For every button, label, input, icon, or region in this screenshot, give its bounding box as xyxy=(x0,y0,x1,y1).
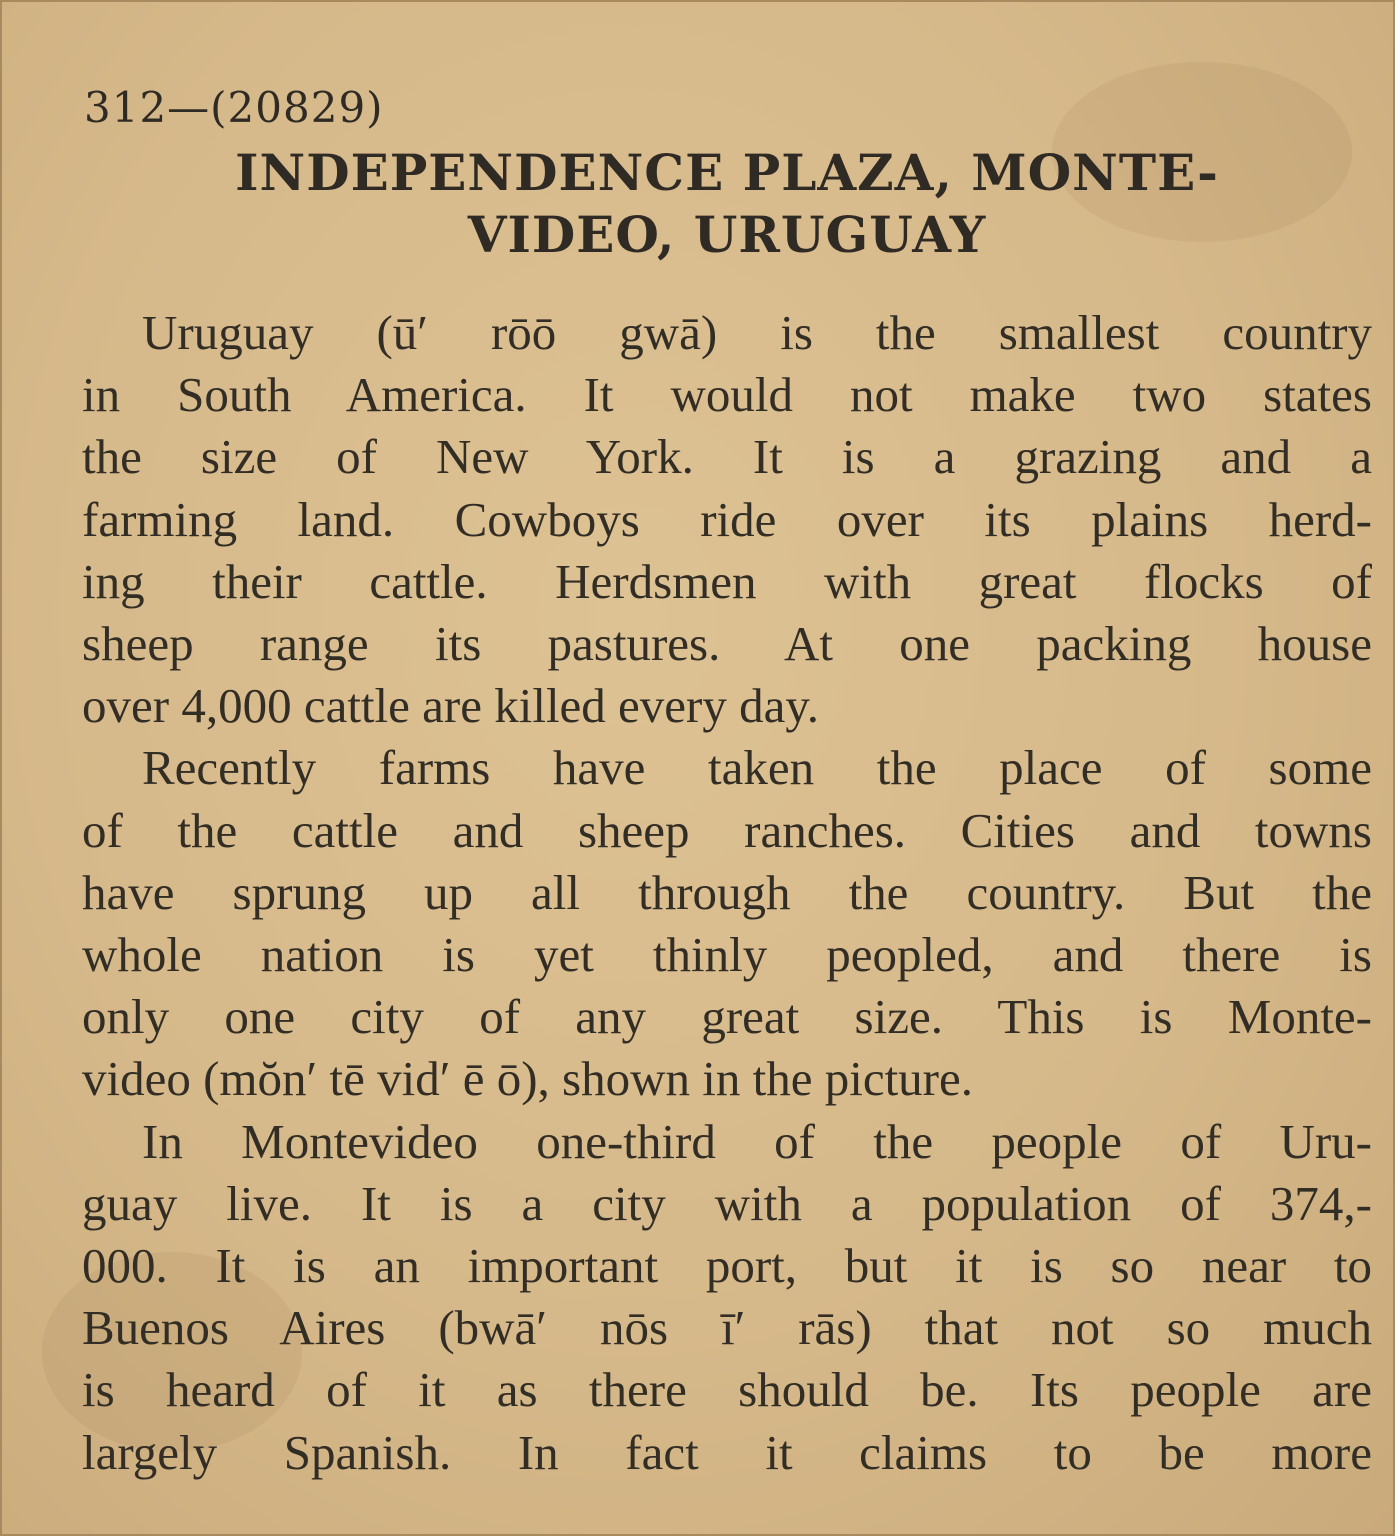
text-line: largely Spanish. In fact it claims to be more xyxy=(82,1424,1372,1480)
text-line: have sprung up all through the country. But the xyxy=(82,864,1372,920)
text-line: Recently farms have taken the place of some xyxy=(142,740,1372,796)
text-line: In Montevideo one-third of the people of Uru- xyxy=(142,1113,1372,1169)
text-line: of the cattle and sheep ranches. Cities and towns xyxy=(82,802,1372,858)
text-line: the size of New York. It is a grazing and a xyxy=(82,429,1372,485)
text-line: whole nation is yet thinly peopled, and there is xyxy=(82,927,1372,983)
text-line: sheep range its pastures. At one packing house xyxy=(82,616,1372,672)
card-number: 312—(20829) xyxy=(84,83,384,132)
title-line: VIDEO, URUGUAY xyxy=(467,205,987,264)
text-line: guay live. It is a city with a population of 374,- xyxy=(82,1175,1372,1231)
body-text xyxy=(82,302,1372,1484)
text-line: farming land. Cowboys ride over its plains herd- xyxy=(82,491,1372,547)
title-line: INDEPENDENCE PLAZA, MONTE- xyxy=(235,143,1219,202)
text-line: video (mŏn′ tē vid′ ē ō), shown in the picture. xyxy=(82,1051,973,1107)
text-line: 000. It is an important port, but it is so near to xyxy=(82,1238,1372,1294)
text-line: ing their cattle. Herdsmen with great flocks of xyxy=(82,553,1372,609)
text-line: Uruguay (ū′ rōō gwā) is the smallest country xyxy=(142,305,1372,360)
text-line: Buenos Aires (bwā′ nōs ī′ rās) that not so much xyxy=(82,1300,1372,1356)
text-line: only one city of any great size. This is Monte- xyxy=(82,989,1372,1045)
card-title xyxy=(82,142,1372,266)
text-line: in South America. It would not make two states xyxy=(82,367,1372,423)
text-line: is heard of it as there should be. Its people are xyxy=(82,1362,1372,1418)
text-line: over 4,000 cattle are killed every day. xyxy=(82,678,819,734)
